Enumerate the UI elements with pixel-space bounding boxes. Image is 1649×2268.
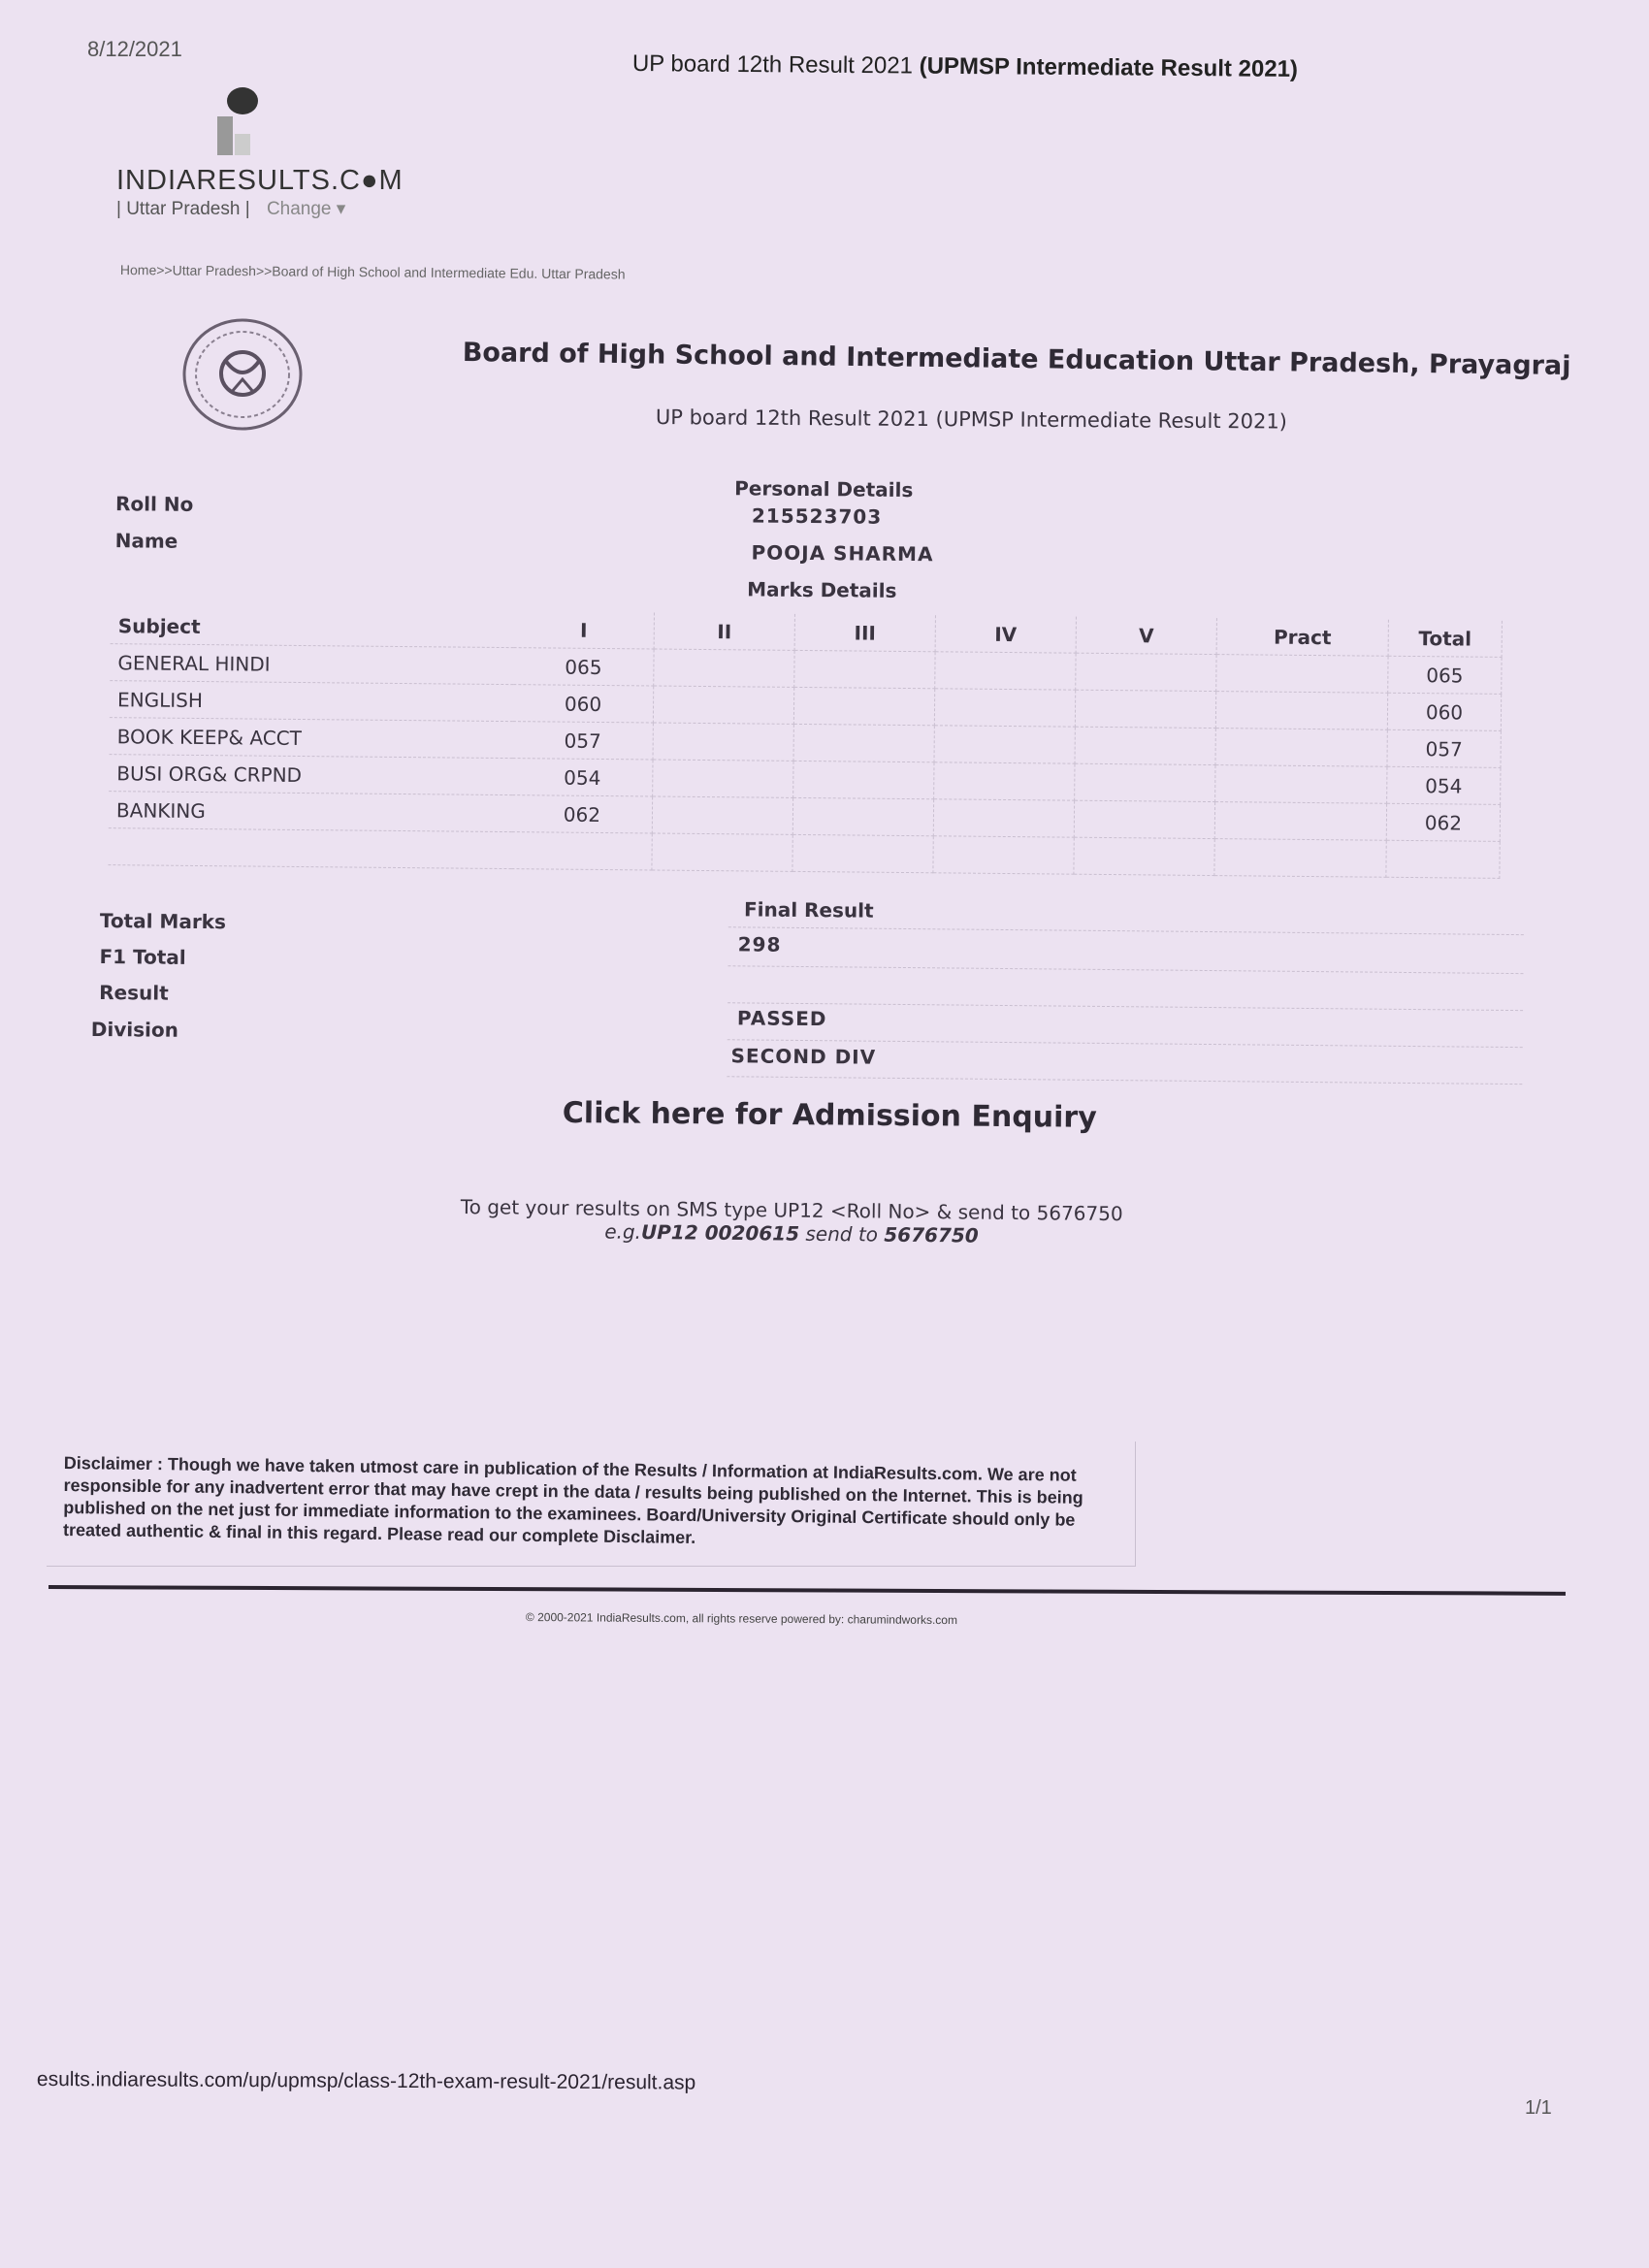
mark-pract-cell — [1215, 765, 1387, 804]
subject-cell: GENERAL HINDI — [110, 644, 513, 685]
mark-v-cell — [1075, 690, 1215, 728]
sms-example-mid: send to — [798, 1221, 885, 1247]
mark-v-cell — [1076, 653, 1216, 691]
mark-pract-cell — [1214, 802, 1386, 841]
print-title-plain: UP board 12th Result 2021 — [631, 50, 920, 80]
mark-ii-cell — [653, 686, 793, 724]
mark-ii-cell — [654, 649, 794, 687]
mark-total-cell: 057 — [1387, 729, 1501, 767]
mark-iv-cell — [933, 799, 1074, 837]
sms-example-number: 5676750 — [884, 1222, 979, 1247]
roll-no-label: Roll No — [114, 492, 194, 516]
subject-cell: ENGLISH — [110, 681, 513, 722]
mark-i-cell: 062 — [512, 795, 653, 833]
empty-cell — [792, 834, 933, 872]
mark-iv-cell — [934, 689, 1075, 727]
subject-cell: BUSI ORG& CRPND — [109, 755, 512, 795]
subject-cell: BOOK KEEP& ACCT — [110, 718, 513, 759]
copyright-text: © 2000-2021 IndiaResults.com, all rights reserve powered by: charumindworks.com — [525, 1610, 958, 1628]
mark-pract-cell — [1216, 655, 1388, 694]
admission-enquiry-link[interactable]: Click here for Admission Enquiry — [562, 1096, 1097, 1135]
marks-details-heading: Marks Details — [747, 577, 897, 602]
mark-pract-cell — [1215, 692, 1387, 730]
mark-v-cell — [1074, 800, 1214, 838]
mark-ii-cell — [653, 723, 793, 761]
empty-cell — [1214, 839, 1386, 878]
print-page-number: 1/1 — [1525, 2097, 1552, 2119]
empty-cell — [652, 833, 792, 871]
mark-total-cell: 065 — [1388, 656, 1502, 694]
col-header-i: I — [514, 611, 655, 649]
result-divider — [728, 926, 1524, 936]
print-date: 8/12/2021 — [87, 37, 182, 61]
mark-iv-cell — [935, 652, 1076, 690]
sms-example-code: UP12 0020615 — [640, 1219, 800, 1246]
empty-cell — [511, 832, 652, 870]
mark-iv-cell — [934, 762, 1075, 800]
col-header-v: V — [1076, 617, 1216, 655]
disclaimer-text: Disclaimer : Though we have taken utmost care in publication of the Results / Information at IndiaResults.com. We are not responsible for any inadvertent error that may have crept in the data / results being published on the Internet. This is being published on the net just for immediate information to the examinees. Board/University Original Certificate should only be treated authentic & final in this regard. Please read our complete Disclaimer. — [62, 1452, 1083, 1547]
mark-i-cell: 057 — [513, 722, 654, 760]
total-marks-value: 298 — [737, 932, 782, 956]
empty-cell — [1074, 837, 1214, 875]
print-page-url: esults.indiaresults.com/up/upmsp/class-12th-exam-result-2021/result.asp — [36, 2068, 696, 2094]
mark-total-cell: 060 — [1387, 693, 1501, 730]
sms-example-prefix: e.g. — [604, 1219, 642, 1244]
subject-cell: BANKING — [109, 792, 512, 832]
col-header-total: Total — [1388, 620, 1502, 658]
col-header-subject: Subject — [111, 607, 514, 647]
total-marks-label: Total Marks — [99, 909, 227, 934]
mark-iii-cell — [794, 650, 935, 688]
sms-line-1: To get your results on SMS type UP12 <Roll No> & send to 5676750 — [460, 1195, 1123, 1226]
roll-no-value: 215523703 — [751, 503, 883, 529]
mark-ii-cell — [653, 760, 793, 797]
empty-cell — [1386, 840, 1500, 878]
sms-instructions — [460, 1195, 1122, 1248]
result-divider — [728, 965, 1523, 975]
state-label: | Uttar Pradesh | — [116, 199, 250, 219]
mark-iii-cell — [793, 687, 934, 725]
result-divider — [727, 1076, 1522, 1085]
result-divider — [728, 1002, 1523, 1012]
col-header-pract: Pract — [1216, 618, 1388, 656]
name-label: Name — [114, 529, 178, 553]
mark-v-cell — [1075, 727, 1215, 764]
print-title-bold: (UPMSP Intermediate Result 2021) — [919, 52, 1299, 82]
col-header-ii: II — [654, 613, 794, 651]
mark-ii-cell — [652, 796, 792, 834]
personal-details-heading: Personal Details — [734, 476, 914, 502]
mark-i-cell: 060 — [513, 685, 654, 723]
mark-iii-cell — [793, 761, 934, 798]
empty-cell — [933, 836, 1074, 874]
division-value: SECOND DIV — [730, 1044, 877, 1069]
mark-i-cell: 065 — [513, 648, 654, 686]
empty-cell — [108, 828, 511, 869]
result-label: Result — [99, 981, 169, 1005]
site-brand[interactable]: INDIARESULTS.C●M — [116, 165, 404, 196]
col-header-iv: IV — [935, 615, 1076, 653]
name-value: POOJA SHARMA — [751, 540, 934, 567]
mark-iv-cell — [934, 726, 1075, 763]
mark-v-cell — [1075, 763, 1215, 801]
breadcrumb[interactable]: Home>>Uttar Pradesh>>Board of High School and Intermediate Edu. Uttar Pradesh — [119, 262, 626, 282]
mark-iii-cell — [792, 797, 933, 835]
marks-table — [108, 607, 1502, 879]
mark-i-cell: 054 — [512, 759, 653, 796]
col-header-iii: III — [794, 614, 935, 652]
result-value: PASSED — [736, 1006, 827, 1031]
mark-total-cell: 054 — [1387, 766, 1501, 804]
result-subtitle: UP board 12th Result 2021 (UPMSP Intermediate Result 2021) — [655, 405, 1288, 434]
f1-total-label: F1 Total — [99, 945, 186, 969]
division-label: Division — [90, 1017, 179, 1042]
footer-divider — [48, 1585, 1566, 1596]
mark-pract-cell — [1215, 729, 1387, 767]
change-state-link[interactable]: Change ▾ — [266, 199, 346, 219]
mark-iii-cell — [793, 724, 934, 761]
board-title: Board of High School and Intermediate Education Uttar Pradesh, Prayagraj — [462, 338, 1571, 381]
mark-total-cell: 062 — [1386, 803, 1500, 841]
final-result-heading: Final Result — [743, 897, 874, 923]
